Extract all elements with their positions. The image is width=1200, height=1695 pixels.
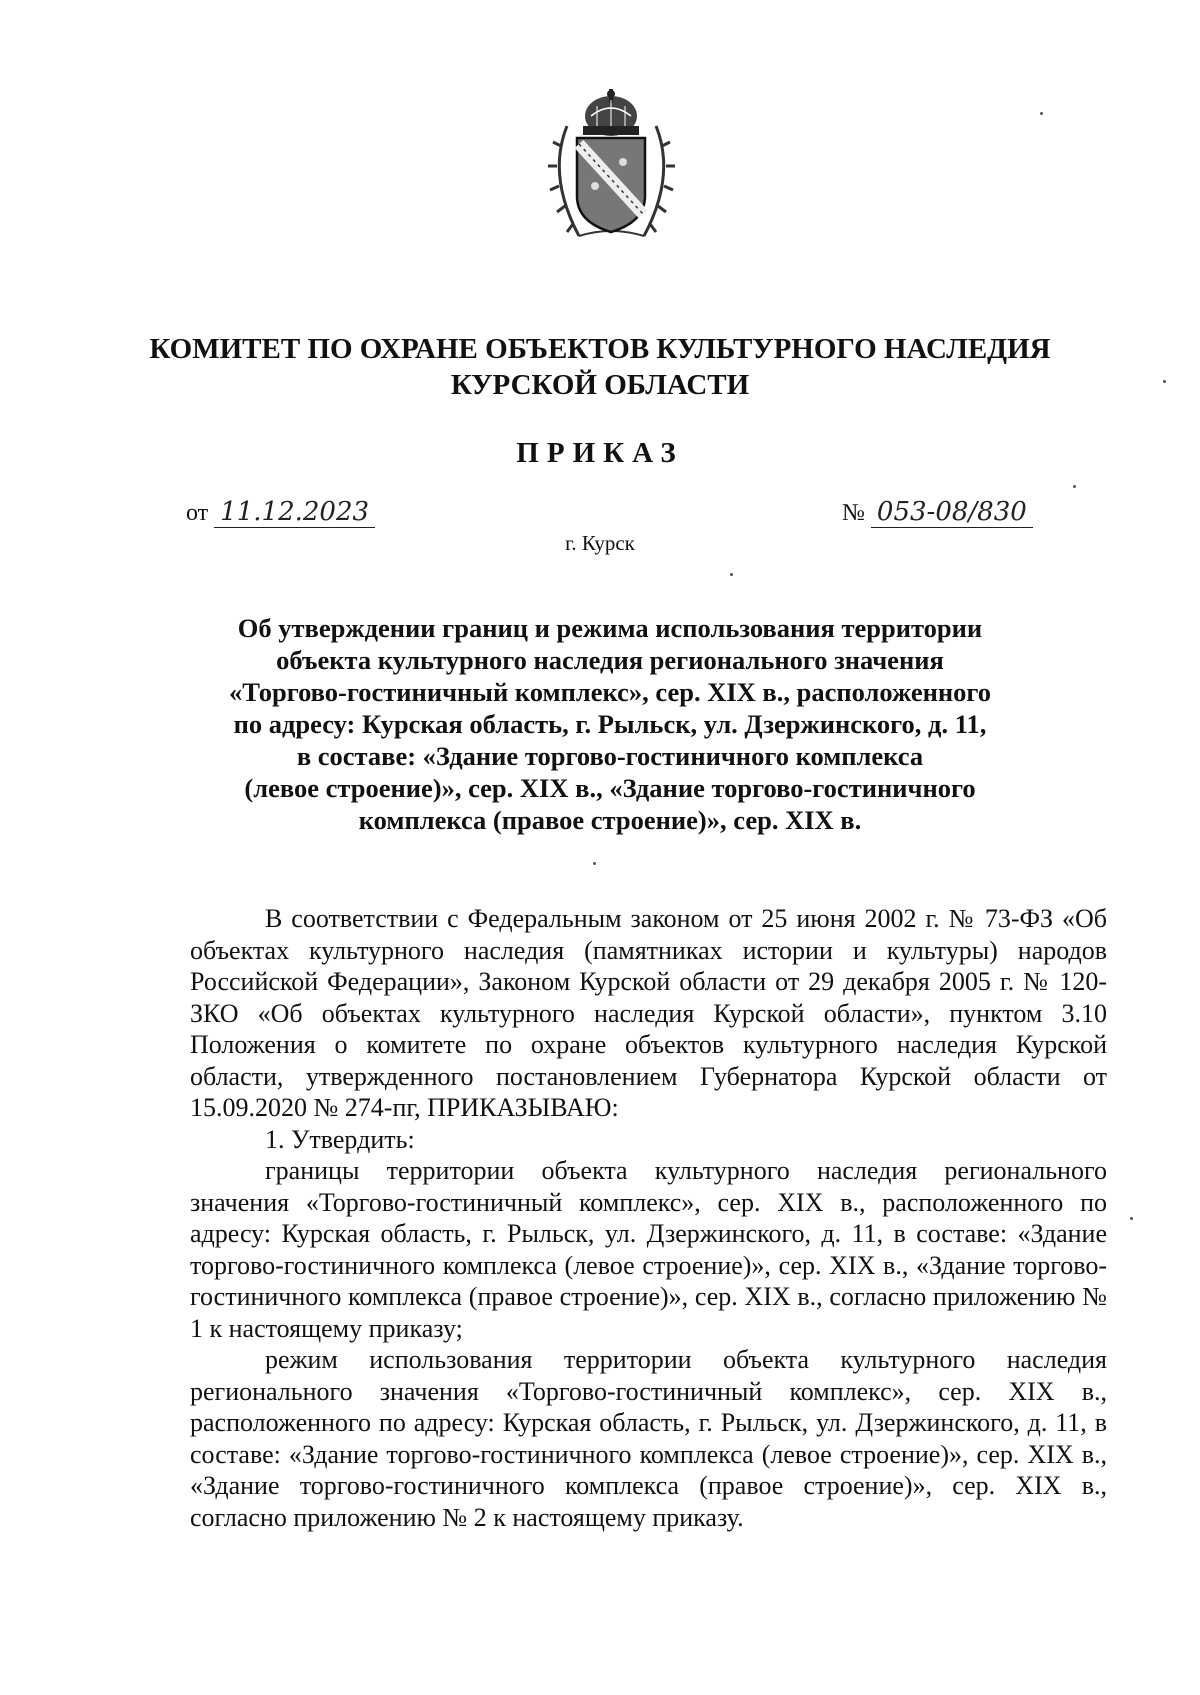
organization-name-line-1: КОМИТЕТ ПО ОХРАНЕ ОБЪЕКТОВ КУЛЬТУРНОГО НАСЛЕДИЯ	[149, 333, 1051, 365]
coat-of-arms-emblem	[539, 86, 684, 244]
organization-name	[120, 331, 1080, 403]
body-paragraph-boundaries: границы территории объекта культурного наследия регионального значения «Торгово-гостиничный комплекс», сер. XIX в., расположенного по адресу: Курская область, г. Рыльск, ул. Дзержинского, д. 11, в составе: «Здание торгово-гостиничного комплекса (левое строение)», сер. XIX в., «Здание торгово-гостиничного комплекса (правое строение)», сер. XIX в., согласно приложению № 1 к настоящему приказу;	[190, 1156, 1107, 1343]
subject-line: объекта культурного наследия регионального значения	[276, 645, 944, 675]
date-handwritten: 11.12.2023	[214, 497, 375, 528]
subject-line: в составе: «Здание торгово-гостиничного комплекса	[296, 741, 924, 771]
body-paragraph-item-1: 1. Утвердить:	[265, 1124, 415, 1154]
document-type-title: ПРИКАЗ	[516, 437, 684, 469]
number-handwritten: 053-08/830	[871, 497, 1033, 528]
subject-line: «Торгово-гостиничный комплекс», сер. XIX в., расположенного	[228, 677, 992, 707]
subject-line: комплекса (правое строение)», сер. XIX в.	[358, 805, 862, 835]
order-subject	[180, 612, 1040, 836]
shield-icon	[577, 138, 645, 232]
date-prefix: от	[186, 500, 209, 526]
body-paragraph-regime: режим использования территории объекта культурного наследия регионального значения «Торгово-гостиничный комплекс», сер. XIX в., расположенного по адресу: Курская область, г. Рыльск, ул. Дзержинского, д. 11, в составе: «Здание торгово-гостиничного комплекса (левое строение)», сер. XIX в., «Здание торгово-гостиничного комплекса (правое строение)», сер. XIX в., согласно приложению № 2 к настоящему приказу.	[190, 1345, 1107, 1532]
order-date	[186, 497, 375, 528]
city-line: г. Курск	[565, 531, 635, 555]
crown-icon	[583, 89, 639, 136]
subject-line: (левое строение)», сер. XIX в., «Здание торгово-гостиничного	[244, 773, 976, 803]
number-prefix: №	[842, 500, 865, 526]
subject-line: Об утверждении границ и режима использования территории	[237, 613, 983, 643]
body-paragraph-legal-basis: В соответствии с Федеральным законом от 25 июня 2002 г. № 73-ФЗ «Об объектах культурного наследия (памятниках истории и культуры) народов Российской Федерации», Законом Курской области от 29 декабря 2005 г. № 120-ЗКО «Об объектах культурного наследия Курской области», пунктом 3.10 Положения о комитете по охране объектов культурного наследия Курской области, утвержденного постановлением Губернатора Курской области от 15.09.2020 № 274-пг, ПРИКАЗЫВАЮ:	[190, 904, 1107, 1122]
order-number	[842, 497, 1033, 528]
subject-line: по адресу: Курская область, г. Рыльск, ул. Дзержинского, д. 11,	[233, 709, 987, 739]
order-body	[190, 903, 1107, 1533]
organization-name-line-2: КУРСКОЙ ОБЛАСТИ	[450, 369, 750, 401]
